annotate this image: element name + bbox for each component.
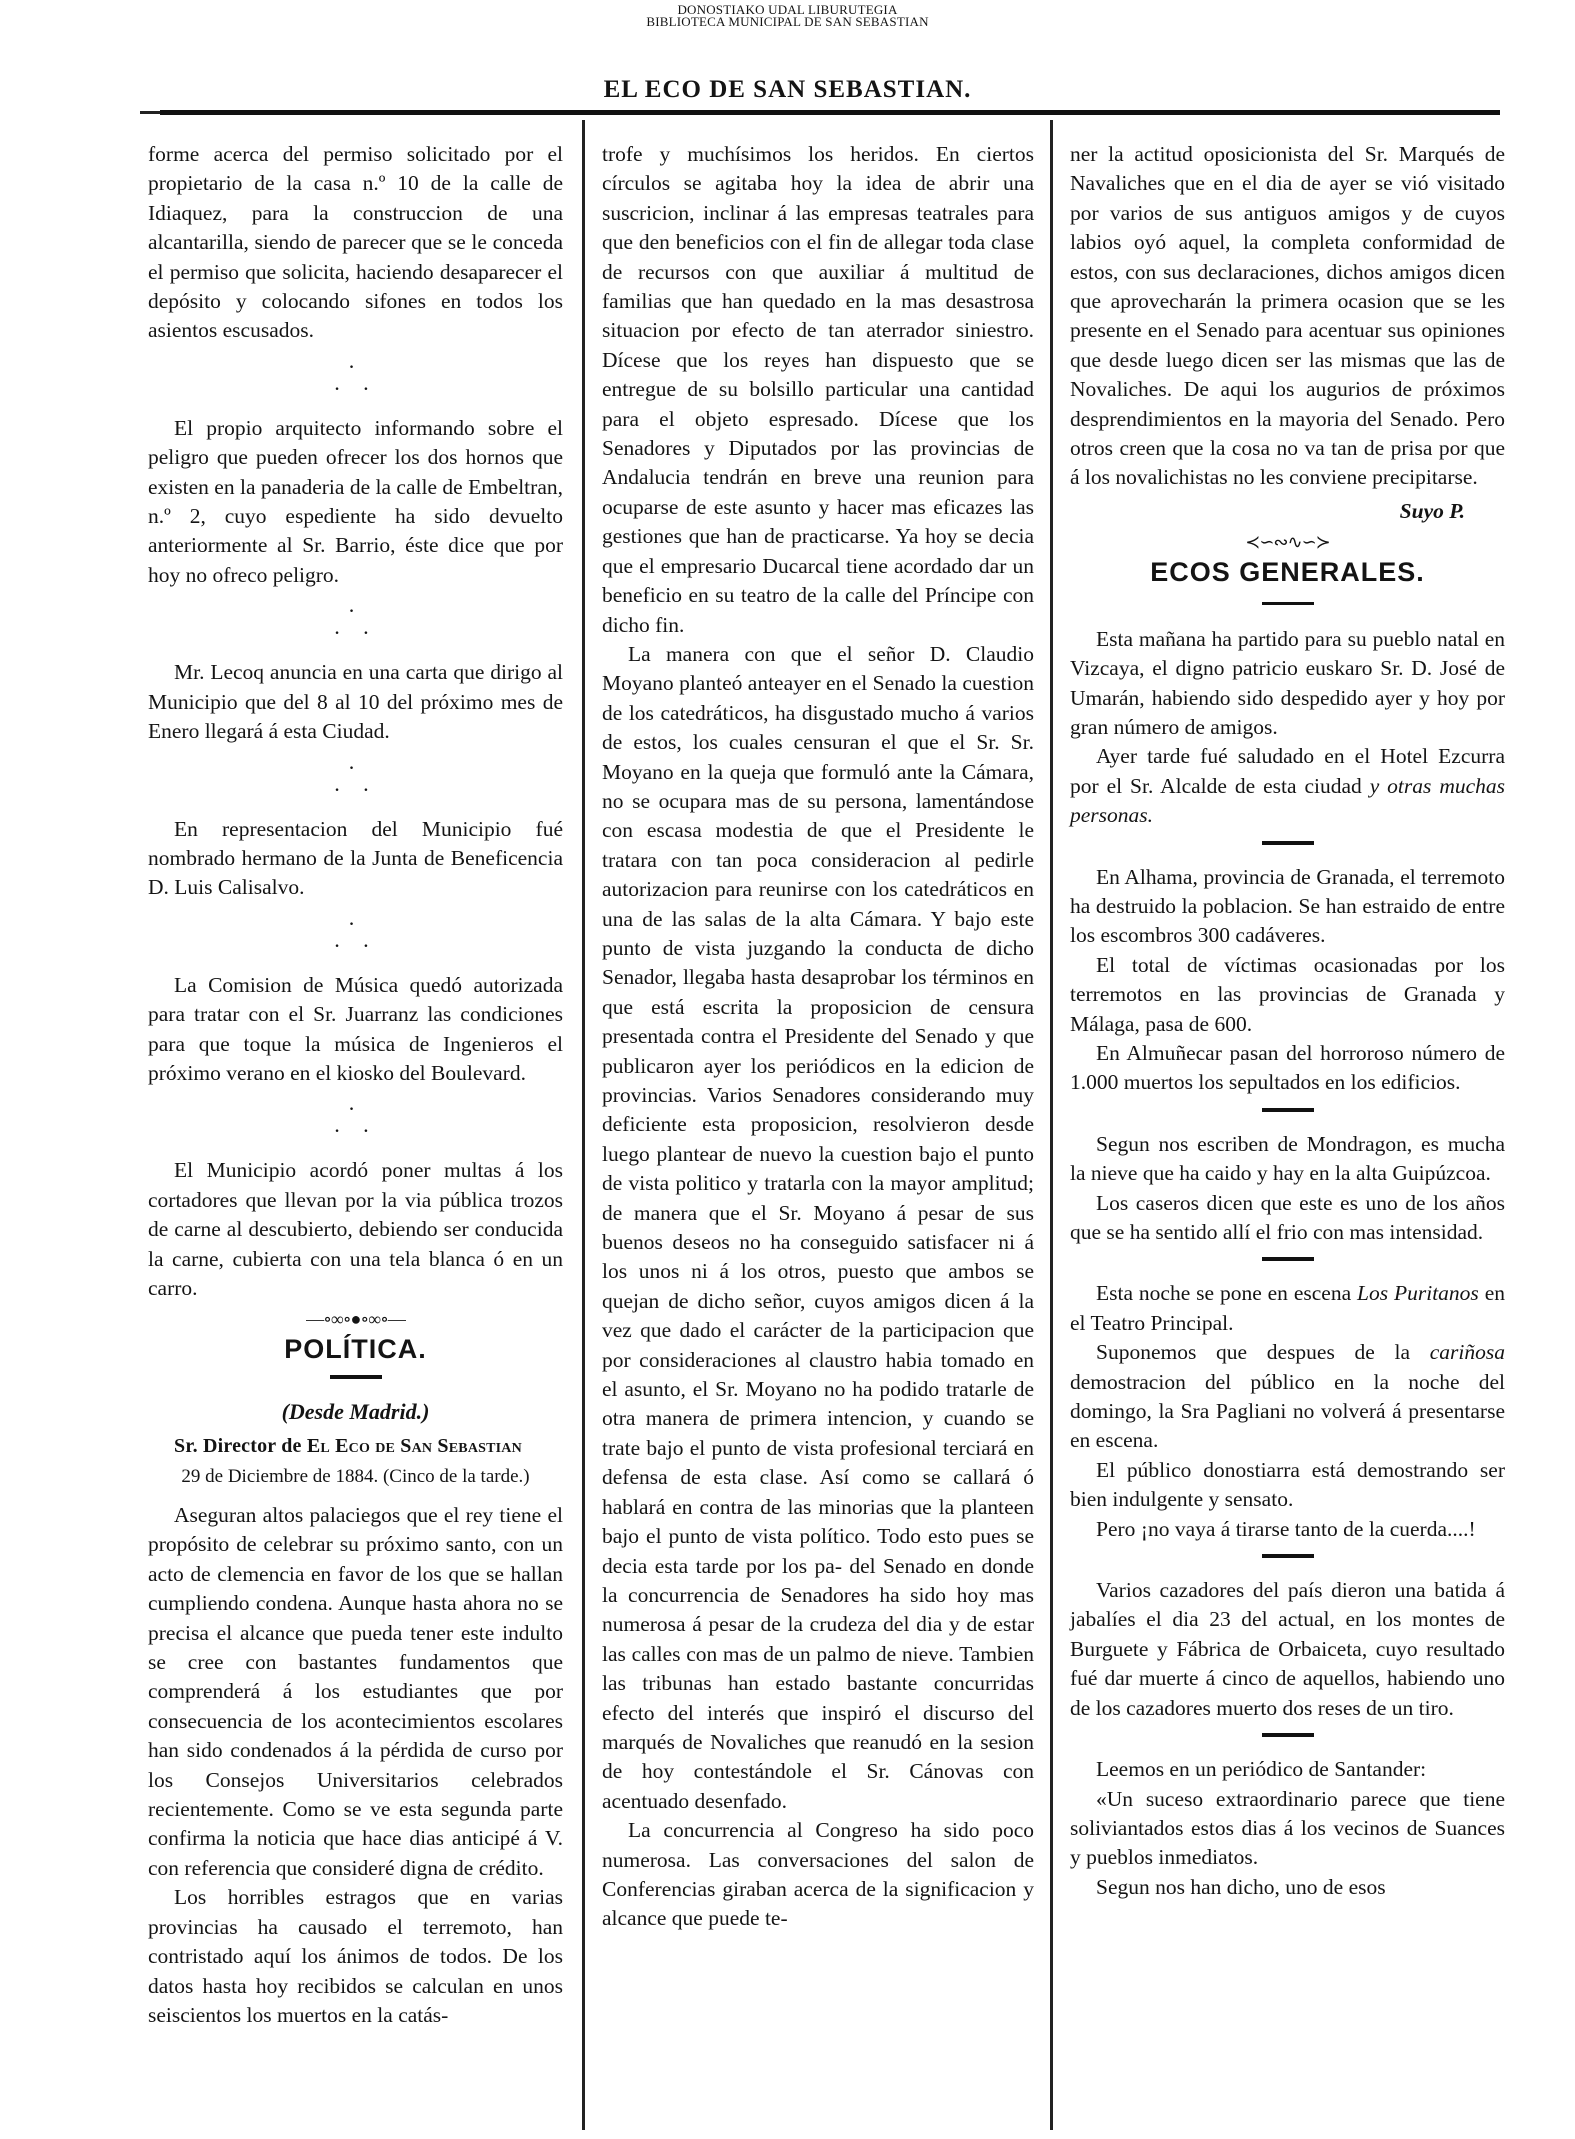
separator-asterism [148,910,563,958]
article-paragraph: El propio arquitecto informando sobre el peligro que pueden ofrecer los dos hornos que existen en la panaderia de la calle de Embeltran, n.º 2, cuyo espediente ha sido devuelto anteriormente al Sr. Barrio, éste dice que por hoy no ofreco peligro. [148,415,563,587]
asterism-glyph: · · [333,776,378,802]
column-divider-2 [1050,120,1053,2130]
column-1 [148,140,563,2030]
article-paragraph: En representacion del Municipio fué nombrado hermano de la Junta de Beneficencia D. Luis Calisalvo. [148,816,563,900]
separator-asterism [148,1098,563,1142]
news-item: Varios cazadores del país dieron una batida á jabalíes el dia 23 del actual, en los montes de Burguete y Fábrica de Orbaiceta, cuyo resultado fué dar muerte á cinco de aquellos, habiendo uno de los cazadores muerto dos reses de un tiro. [1070,1578,1505,1720]
news-item: Segun nos escriben de Mondragon, es mucha la nieve que ha caido y hay en la alta Guipúzcoa. [1070,1131,1505,1186]
short-rule [1262,602,1314,605]
short-rule [1262,1733,1314,1737]
short-rule [1262,1257,1314,1261]
short-rule [1262,1554,1314,1558]
article-paragraph: ner la actitud oposicionista del Sr. Marqués de Navaliches que en el dia de ayer se vió visitado por varios de sus antiguos amigos y de cuyos labios oyó aquel, la completa conformidad de estos, con sus declaraciones, dichos amigos dicen que aprovecharán la primera ocasion que se les presente en el Senado para acentuar sus opiniones que desde luego dicen ser las mismas que las de Novaliches. De aqui los augurios de próximos desprendimientos en la mayoria del Senado. Pero otros creen que la cosa no va tan de prisa por que á los novalichistas no les conviene precipitarse. [1070,142,1505,490]
dateline: 29 de Diciembre de 1884. (Cinco de la tarde.) [181,1465,530,1487]
letter-addressee [148,1432,563,1461]
library-header-basque: DONOSTIAKO UDAL LIBURUTEGIA [677,2,898,17]
ornament-divider-icon: ≺∽∾∿∽≻ [1245,532,1330,553]
article-paragraph: El Municipio acordó poner multas á los cortadores que llevan por la via pública trozos de carne al descubierto, debiendo ser conducida la carne, cubierta con una tela blanca ó en un carro. [148,1158,563,1300]
masthead-title: EL ECO DE SAN SEBASTIAN. [603,76,972,103]
news-text-italic: Los Puritanos [1357,1281,1479,1306]
masthead-rule [160,110,1500,115]
short-rule [1262,841,1314,845]
news-item: Los caseros dicen que este es uno de los años que se ha sentido allí el frio con mas intensidad. [1070,1190,1505,1244]
article-paragraph: Mr. Lecoq anuncia en una carta que dirigo al Municipio que del 8 al 10 del próximo mes de Enero llegará á esta Ciudad. [148,660,563,744]
news-text-italic: y otras muchas personas. [1070,773,1506,828]
column-2 [602,140,1034,1934]
article-paragraph: trofe y muchísimos los heridos. En ciertos círculos se agitaba hoy la idea de abrir una suscricion, inclinar á las empresas teatrales para que den beneficios con el fin de allegar toda clase de recursos con que auxiliar á multitud de familias que han quedado en la mas desastrosa situacion por efecto de tan aterrador siniestro. Dícese que los reyes han dispuesto que se entregue de su bolsillo particular una cantidad para el objeto espresado. Dícese que los Senadores y Diputados por las provincias de Andalucia tendrán en breve una reunion para ocuparse de este asunto y hacer mas eficazes las gestiones que han de practicarse. Ya hoy se decia que el empresario Ducarcal tiene acordado dar un beneficio en su teatro de la calle del Príncipe con dicho fin. [602,142,1034,637]
article-paragraph: La Comision de Música quedó autorizada para tratar con el Sr. Juarranz las condiciones para que toque la música de Ingenieros el próximo verano en el kiosko del Boulevard. [148,972,563,1085]
asterism-glyph: · · [333,1118,378,1144]
section-title-politica: POLÍTICA. [284,1334,427,1365]
news-text: en el Teatro Principal. [1070,1281,1506,1335]
asterism-glyph: · [347,754,364,780]
addressee-paper-name: El Eco de San Sebastian [306,1435,522,1458]
column-3 [1070,140,1505,1902]
news-text: demostracion del público en la noche del domingo, la Sra Pagliani no volverá á presentarse en escena. [1070,1369,1505,1453]
news-item: En Almuñecar pasan del horroroso número de 1.000 muertos los sepultados en los edificios. [1070,1040,1505,1095]
news-item [1070,742,1505,830]
article-paragraph: Aseguran altos palaciegos que el rey tiene el propósito de celebrar su próximo santo, con un acto de clemencia en favor de los que se hallan cumpliendo condena. Aunque hasta ahora no se precisa el alcance que pueda tener este indulto se cree con bastantes fundamentos que comprenderá á los estudiantes que por consecuencia de los acontecimientos escolares han sido condenados á la pérdida de curso por los Consejos Universitarios celebrados recientemente. Como se ve esta segunda parte confirma la noticia que hace dias anticipé á V. con referencia que consideré digna de crédito. [148,1503,563,1880]
separator-asterism [148,353,563,401]
library-header-spanish: BIBLIOTECA MUNICIPAL DE SAN SEBASTIAN [646,14,929,29]
section-title-ecos-generales: ECOS GENERALES. [1150,557,1425,588]
news-item [1070,1338,1505,1456]
asterism-glyph: · [347,910,364,936]
separator-asterism [148,754,563,802]
news-item: En Alhama, provincia de Granada, el terremoto ha destruido la poblacion. Se han estraido de entre los escombros 300 cadáveres. [1070,864,1505,948]
news-item: Esta mañana ha partido para su pueblo natal en Vizcaya, el digno patricio euskaro Sr. D. José de Umarán, habiendo sido despedido ayer y hoy por gran número de amigos. [1070,626,1505,739]
news-text: Esta noche se pone en escena [1096,1281,1358,1306]
news-item: El público donostiarra está demostrando ser bien indulgente y sensato. [1070,1457,1505,1512]
news-item: Pero ¡no vaya á tirarse tanto de la cuerda....! [1096,1516,1476,1541]
library-header [0,4,1575,28]
news-item: Leemos en un periódico de Santander: [1096,1757,1427,1782]
news-item [1070,1279,1505,1338]
column-divider-1 [582,120,585,2130]
byline: (Desde Madrid.) [281,1398,430,1424]
article-paragraph: La concurrencia al Congreso ha sido poco numerosa. Las conversaciones del salon de Conferencias giraban acerca de la significacion y alcance que puede te- [602,1818,1034,1931]
news-item: Segun nos han dicho, uno de esos [1096,1874,1386,1899]
asterism-glyph: · · [333,620,378,646]
asterism-glyph: · [347,598,364,624]
separator-asterism [148,600,563,644]
news-item: El total de víctimas ocasionadas por los terremotos en las provincias de Granada y Málaga, pasa de 600. [1070,952,1505,1036]
news-text: Ayer tarde fué saludado en el Hotel Ezcurra por el Sr. Alcalde de esta ciudad [1070,744,1505,798]
asterism-glyph: · · [333,375,378,401]
article-paragraph: forme acerca del permiso solicitado por el propietario de la casa n.º 10 de la calle de Idiaquez, para la construccion de una alcantarilla, siendo de parecer que se le conceda el permiso que solicita, haciendo desaparecer el depósito y colocando sifones en todos los asientos escusados. [148,142,563,343]
ornament-divider-icon: —∘∞∘●∘∞∘— [306,1309,405,1330]
addressee-prefix: Sr. Director de [174,1435,307,1458]
article-paragraph: La manera con que el señor D. Claudio Moyano planteó anteayer en el Senado la cuestion de los catedráticos, ha disgustado mucho á varios de estos, los cuales censuran el que el Sr. Sr. Moyano en la queja que formuló ante la Cámara, no se ocupara mas de su persona, lamentándose con escasa modestia de que el Presidente le tratara con tan poca consideracion al pedirle autorizacion para reunirse con los catedráticos en una de las salas de la alta Cámara. Y bajo este punto de vista juzgando la conducta de dicho Senador, llegaba hasta desaprobar los términos en que está escrita la proposicion de censura presentada contra el Presidente del Senado y que publicaron ayer los periódicos en la edicion de provincias. Varios Senadores considerando muy deficiente esta proposicion, resolvieron desde luego plantear de nuevo la cuestion bajo el punto de vista politico y tratarla con la mayor amplitud; de manera que el Sr. Moyano á pesar de sus buenos deseos no ha conseguido satisfacer ni á los unos ni á los otros, puesto que ambos se quejan de dicho señor, cuyos amigos dicen á la vez que dado el carácter de la participacion que por consideraciones al claustro habia tomado en el asunto, el Sr. Moyano no ha podido tratarle de otra manera de primera intencion, y cuando se trate bajo el punto de vista profesional terciará en defensa de esta clase. Así como se callará ó hablará en contra de las minorias que la planteen bajo el punto de vista político. Todo esto pues se decia esta tarde por los pa- del Senado en donde la concurrencia de Senadores ha sido hoy mas numerosa á pesar de la crudeza del dia y de estar las calles con mas de un palmo de nieve. Tambien las tribunas han estado bastante concurridas efecto del interés que inspiró el discurso del marqués de Novaliches que reanudó en la sesion de hoy contestándole el Sr. Cánovas con acentuado desenfado. [602,641,1034,1813]
asterism-glyph: · [347,353,364,379]
news-item: «Un suceso extraordinario parece que tiene soliviantados estos dias á los vecinos de Suances y pueblos inmediatos. [1070,1786,1505,1870]
news-text: Suponemos que despues de la [1096,1340,1430,1365]
news-text-italic: cariñosa [1429,1340,1505,1365]
short-rule [330,1375,382,1379]
asterism-glyph: · [347,1096,364,1122]
short-rule [1262,1108,1314,1112]
asterism-glyph: · · [333,932,378,958]
article-paragraph: Los horribles estragos que en varias provincias ha causado el terremoto, han contristado aquí los ánimos de todos. De los datos hasta hoy recibidos se calculan en unos seiscientos los muertos en la catás- [148,1885,563,2027]
signature: Suyo P. [1399,498,1465,523]
